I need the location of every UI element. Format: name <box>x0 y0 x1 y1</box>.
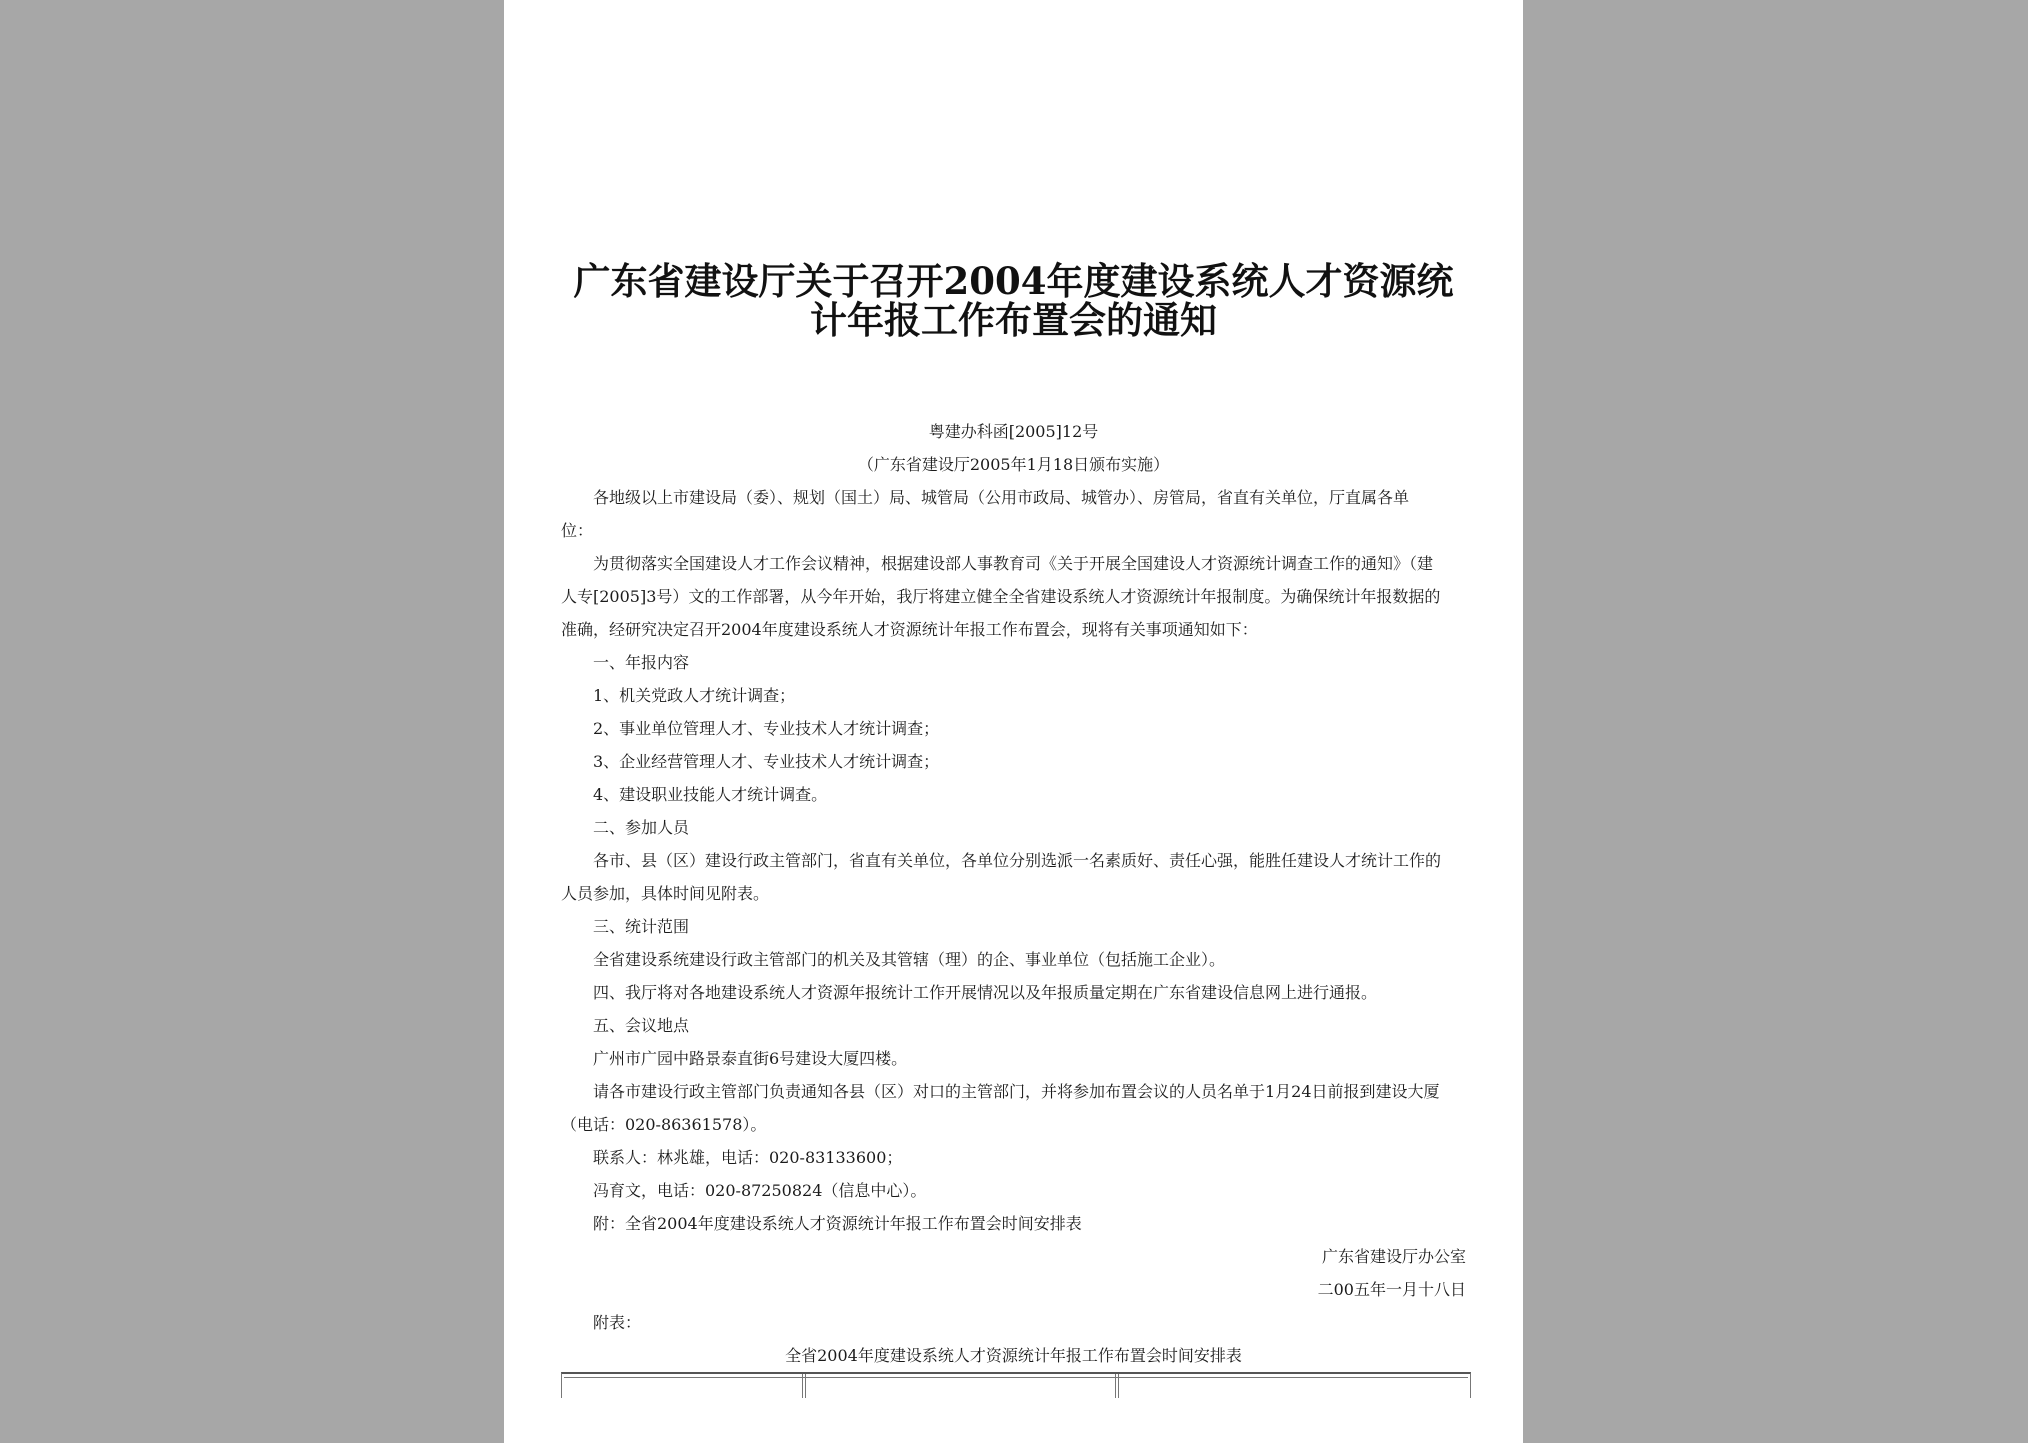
document-page <box>504 0 1523 1443</box>
schedule-table-title: 全省2004年度建设系统人才资源统计年报工作布置会时间安排表 <box>785 1346 1242 1365</box>
document-title-line-2: 计年报工作布置会的通知 <box>810 298 1217 342</box>
schedule-table-column-divider <box>802 1374 803 1398</box>
document-title-line-1: 广东省建设厅关于召开2004年度建设系统人才资源统 <box>573 259 1454 303</box>
signature-date: 二00五年一月十八日 <box>1317 1280 1466 1299</box>
document-number: 粤建办科函[2005]12号 <box>928 422 1099 441</box>
list-item: 1、机关党政人才统计调查； <box>593 686 796 705</box>
body-paragraph-line: （电话：020-86361578）。 <box>561 1115 767 1134</box>
schedule-table-column-divider <box>1118 1374 1119 1398</box>
schedule-table-column-divider <box>1115 1374 1116 1398</box>
section-heading-venue: 五、会议地点 <box>593 1016 690 1035</box>
issue-note: （广东省建设厅2005年1月18日颁布实施） <box>857 455 1170 474</box>
body-paragraph-line: 人员参加，具体时间见附表。 <box>561 884 770 903</box>
section-heading-scope: 三、统计范围 <box>593 917 690 936</box>
schedule-table-inner-border <box>564 1377 1468 1399</box>
body-paragraph-line: 全省建设系统建设行政主管部门的机关及其管辖（理）的企、事业单位（包括施工企业）。 <box>593 950 1226 969</box>
list-item: 3、企业经营管理人才、专业技术人才统计调查； <box>593 752 940 771</box>
contact-line: 冯育文，电话：020-87250824（信息中心）。 <box>593 1181 927 1200</box>
list-item: 2、事业单位管理人才、专业技术人才统计调查； <box>593 719 940 738</box>
section-heading-participants: 二、参加人员 <box>593 818 690 837</box>
body-paragraph-line: 请各市建设行政主管部门负责通知各县（区）对口的主管部门，并将参加布置会议的人员名单于1月24日前报到建设大厦 <box>593 1082 1440 1101</box>
addressee-line-continued: 位： <box>561 521 594 540</box>
signature-organization: 广东省建设厅办公室 <box>1321 1247 1466 1266</box>
attachment-label: 附表： <box>593 1313 642 1332</box>
section-heading-report-content: 一、年报内容 <box>593 653 690 672</box>
addressee-line: 各地级以上市建设局（委）、规划（国土）局、城管局（公用市政局、城管办）、房管局，省直有关单位，厅直属各单 <box>593 488 1410 507</box>
body-paragraph-line: 各市、县（区）建设行政主管部门，省直有关单位，各单位分别选派一名素质好、责任心强，能胜任建设人才统计工作的 <box>593 851 1442 870</box>
body-paragraph-line: 准确，经研究决定召开2004年度建设系统人才资源统计年报工作布置会，现将有关事项通知如下： <box>561 620 1258 639</box>
body-paragraph-line: 人专[2005]3号）文的工作部署，从今年开始，我厅将建立健全全省建设系统人才资源统计年报制度。为确保统计年报数据的 <box>561 587 1441 606</box>
venue-address: 广州市广园中路景泰直街6号建设大厦四楼。 <box>593 1049 908 1068</box>
attachment-note: 附：全省2004年度建设系统人才资源统计年报工作布置会时间安排表 <box>593 1214 1082 1233</box>
list-item: 4、建设职业技能人才统计调查。 <box>593 785 828 804</box>
contact-line: 联系人：林兆雄，电话：020-83133600； <box>593 1148 903 1167</box>
schedule-table <box>561 1372 1471 1398</box>
schedule-table-column-divider <box>805 1374 806 1398</box>
body-paragraph-line: 为贯彻落实全国建设人才工作会议精神，根据建设部人事教育司《关于开展全国建设人才资源统计调查工作的通知》（建 <box>593 554 1434 573</box>
section-heading-notice: 四、我厅将对各地建设系统人才资源年报统计工作开展情况以及年报质量定期在广东省建设信息网上进行通报。 <box>593 983 1378 1002</box>
